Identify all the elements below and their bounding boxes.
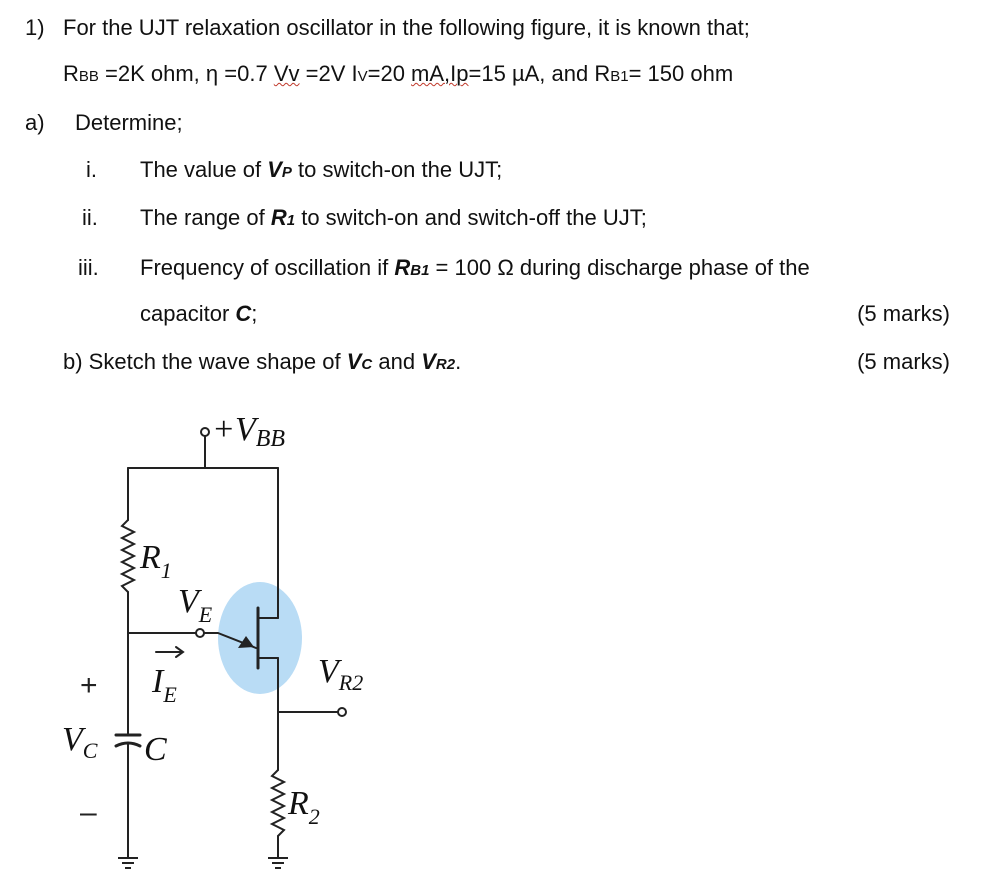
item-i-number: i. xyxy=(86,157,97,182)
r1-label: $R_1$ xyxy=(140,539,172,583)
vc-minus-label: – xyxy=(80,796,97,829)
vbb-terminal xyxy=(201,428,209,436)
ujt-oscillator-circuit xyxy=(0,390,420,878)
r2-label: $R_2$ xyxy=(288,785,320,829)
vc-label: $V_C$ xyxy=(62,721,98,763)
part-b-marks: (5 marks) xyxy=(857,349,950,374)
ve-terminal xyxy=(196,629,204,637)
ground-symbol-left xyxy=(118,858,138,868)
vr2-terminal xyxy=(338,708,346,716)
item-ii-text: The range of R1 to switch-on and switch-off the UJT; xyxy=(140,205,647,230)
part-a-heading: Determine; xyxy=(75,110,183,135)
vbb-label: +VBB xyxy=(212,411,286,452)
given-values: RBB =2K ohm, η =0.7 Vv =2V IV=20 mA,Ip=15 µA, and RB1= 150 ohm xyxy=(63,61,734,86)
ve-label: $V_E$ xyxy=(178,583,213,627)
question-number: 1) xyxy=(25,15,45,40)
item-ii-number: ii. xyxy=(82,205,98,230)
item-iii-text: Frequency of oscillation if RB1 = 100 Ω during discharge phase of the xyxy=(140,255,810,280)
ie-label: $I_E$ xyxy=(152,663,177,707)
r1-resistor xyxy=(122,520,134,592)
item-iii-continuation: capacitor C; xyxy=(140,301,258,326)
vr2-label: $V_{R2}$ xyxy=(318,653,364,695)
capacitor-label: C xyxy=(144,731,167,768)
part-b-text: b) Sketch the wave shape of VC and VR2. xyxy=(63,349,462,374)
ground-symbol-right xyxy=(268,858,288,868)
part-a-marks: (5 marks) xyxy=(857,301,950,326)
question-intro: For the UJT relaxation oscillator in the following figure, it is known that; xyxy=(63,15,750,40)
item-i-text: The value of VP to switch-on the UJT; xyxy=(140,157,503,182)
part-a-label: a) xyxy=(25,110,45,135)
vc-plus-label: + xyxy=(80,669,98,702)
r2-resistor xyxy=(272,770,284,836)
item-iii-number: iii. xyxy=(78,255,99,280)
